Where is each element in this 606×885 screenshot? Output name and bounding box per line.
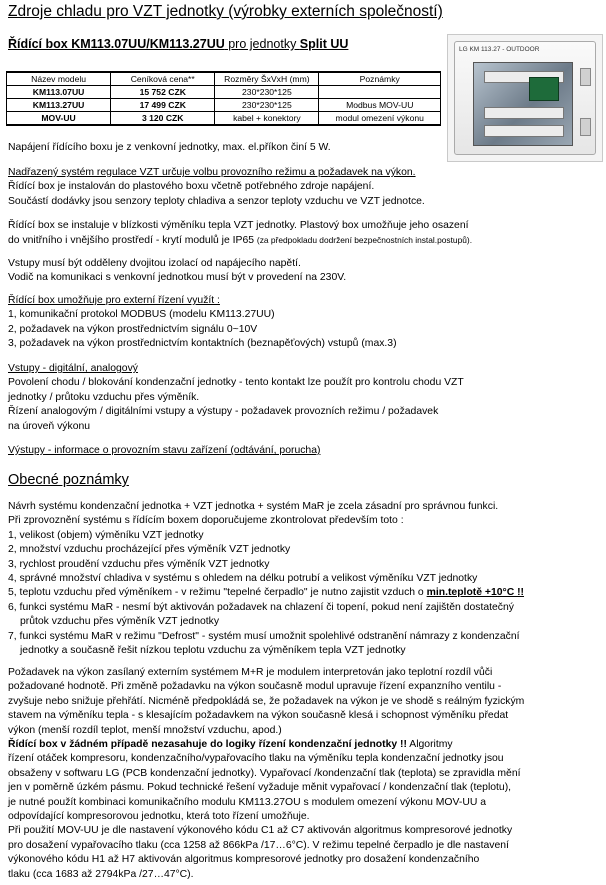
table-cell: 3 120 CZK (111, 112, 215, 126)
table-cell: modul omezení výkonu (319, 112, 441, 126)
table-cell: 17 499 CZK (111, 99, 215, 112)
min-temperature-warning: min.teplotě +10°C !! (426, 587, 525, 599)
text-line: Povolení chodu / blokování kondenzační jednotky - tento kontakt lze použít pro kontrolu chodu VZT (8, 377, 464, 389)
control-box-enclosure (454, 41, 596, 155)
performance-paragraph (8, 666, 524, 882)
text-line: řízení otáček kompresoru, kondenzačního/vypařovacího tlaku na výměníku tepla kondenzační jednotky jsou (8, 753, 504, 765)
control-box-photo (447, 34, 603, 162)
list-item: 3, rychlost proudění vzduchu přes výměník VZT jednotky (8, 558, 270, 570)
text-line: Vodič na komunikaci s venkovní jednotkou musí být v provedení na 230V. (8, 272, 347, 284)
table-cell: 15 752 CZK (111, 86, 215, 99)
text-span: Algoritmy (406, 739, 453, 751)
column-header: Rozměry ŠxVxH (mm) (215, 72, 319, 86)
column-header: Název modelu (7, 72, 111, 86)
text-line: stavem na výměníku tepla - s klesajícím požadavkem na výkon současně klesá i schopnost výměníku předat (8, 710, 509, 722)
general-notes-body (8, 500, 524, 658)
text-line: jednotky / průtoku vzduchu přes výměník. (8, 391, 200, 403)
text-line (8, 738, 524, 752)
din-rail (484, 107, 564, 119)
insulation-paragraph (8, 257, 346, 286)
list-item-continuation: jednotky a současně řešit nízkou teplotu vzduchu za výměníkem tepla VZT jednotky (20, 645, 406, 657)
text-line: Řízení analogovým / digitálními vstupy a výstupy - požadavek provozních režimu / požadavek (8, 406, 439, 418)
text-line: Řídící box se instaluje v blízkosti výměníku tepla VZT jednotky. Plastový box umožňuje jeho osazení (8, 220, 469, 231)
text-span-small: (za předpokladu dodržení bezpečnostních instal.postupů). (256, 235, 473, 246)
column-header: Poznámky (319, 72, 441, 86)
inputs-section (8, 362, 464, 434)
text-line: obsaženy v softwaru LG (PCB kondenzační jednotky). Vypařovací /kondenzační tlak (teplota) se zpravidla mění (8, 767, 521, 779)
installation-paragraph (8, 219, 472, 249)
list-item: 7, funkci systému MaR v režimu "Defrost" - systém musí umožnit spolehlivé odstranění námrazy z kondenzační (8, 630, 520, 642)
product-heading-unit: Split UU (299, 37, 349, 51)
product-heading-model: Řídící box KM113.07UU/KM113.27UU (8, 37, 225, 51)
power-paragraph: Napájení řídícího boxu je z venkovní jednotky, max. el.příkon činí 5 W. (8, 142, 331, 153)
text-line: Vstupy musí být odděleny dvojitou izolací od napájecího napětí. (8, 258, 301, 269)
text-line: Návrh systému kondenzační jednotka + VZT jednotka + systém MaR je zcela zásadní pro správnou funkci. (8, 501, 499, 512)
text-line: Při zprovoznění systému s řídícím boxem doporučujeme zkontrolovat především toto : (8, 515, 404, 527)
latch-icon (580, 68, 591, 86)
external-control-section (8, 294, 397, 352)
column-header: Ceníková cena** (111, 72, 215, 86)
table-row (7, 86, 441, 99)
table-row (7, 99, 441, 112)
list-item: 3, požadavek na výkon prostřednictvím kontaktních (beznapěťových) vstupů (max.3) (8, 338, 397, 350)
text-line: pro dosažení vypařovacího tlaku (cca 1258 až 866kPa /17…6°C). V režimu tepelné čerpadlo je dle nastavení (8, 839, 509, 851)
text-line: výkon (menší rozdíl teplot, menší množství vzduchu, apod.) (8, 724, 282, 736)
list-item: 1, velikost (objem) výměníku VZT jednotky (8, 529, 204, 541)
text-line: výkonového kódu H1 až H7 aktivován algoritmus kompresorové jednotky pro dosažení kondenzačního (8, 854, 480, 866)
text-line (8, 233, 472, 248)
list-item: 6, funkci systému MaR - nesmí být aktivován požadavek na chlazení či topení, pokud není zajištěn dostatečný (8, 601, 514, 613)
text-line: tlaku (cca 1683 až 2794kPa /27…47°C). (8, 868, 194, 880)
table-cell: 230*230*125 (215, 99, 319, 112)
control-box-label: LG KM 113.27 - OUTDOOR (459, 46, 540, 53)
latch-icon (580, 118, 591, 136)
section-heading: Vstupy - digitální, analogový (8, 363, 138, 374)
important-notice: Řídící box v žádném případě nezasahuje do logiky řízení kondenzační jednotky !! (8, 739, 407, 751)
table-cell: MOV-UU (7, 112, 111, 126)
outputs-line: Výstupy - informace o provozním stavu zařízení (odtávání, porucha) (8, 445, 321, 456)
list-item: 2, požadavek na výkon prostřednictvím signálu 0~10V (8, 323, 258, 335)
pcb-module (529, 77, 559, 101)
model-price-table (6, 71, 441, 126)
text-line: Požadavek na výkon zasílaný externím systémem M+R je modulem interpretován jako teplotní rozdíl vůči (8, 667, 493, 678)
list-item: 2, množství vzduchu procházející přes výměník VZT jednotky (8, 544, 291, 556)
list-item-continuation: průtok vzduchu přes výměník VZT jednotky (20, 616, 220, 628)
text-line: zvyšuje nebo snižuje přehřátí. Nicméně předpokládá se, že požadavek na výkon je ve shodě s reálným fyzickým (8, 695, 525, 707)
list-item: 4, správné množství chladiva v systému s ohledem na délku potrubí a velikost výměníku VZT jednotky (8, 573, 478, 585)
text-line: Při použití MOV-UU je dle nastavení výkonového kódu C1 až C7 aktivován algoritmus kompresorové jednotky (8, 825, 513, 837)
text-line: odpovídající kompresorovou jednotku, která toto řízení umožňuje. (8, 811, 310, 823)
table-cell: kabel + konektory (215, 112, 319, 126)
table-cell (319, 86, 441, 99)
text-line: Součástí dodávky jsou senzory teploty chladiva a senzor teploty vzduchu ve VZT jednotce. (8, 195, 425, 207)
text-line: Řídící box je instalován do plastového boxu včetně potřebného zdroje napájení. (8, 181, 375, 193)
list-item: 1, komunikační protokol MODBUS (modelu KM113.27UU) (8, 309, 275, 321)
general-notes-heading: Obecné poznámky (8, 472, 129, 488)
text-line: požadované hodnotě. Při změně požadavku na výkon současně modul upravuje řízení expanzního ventilu - (8, 681, 502, 693)
table-cell: KM113.27UU (7, 99, 111, 112)
table-cell: KM113.07UU (7, 86, 111, 99)
regulation-paragraph (8, 166, 425, 209)
text-span: do vnitřního i vnějšího prostředí - krytí modulů je IP65 (8, 235, 257, 247)
table-header-row (7, 72, 441, 86)
table-row (7, 112, 441, 126)
control-box-window (473, 62, 573, 146)
text-line: Nadřazený systém regulace VZT určuje volbu provozního režimu a požadavek na výkon. (8, 167, 416, 178)
table-cell: 230*230*125 (215, 86, 319, 99)
product-heading-mid: pro jednotky (224, 37, 300, 51)
text-span: 5, teplotu vzduchu před výměníkem - v režimu "tepelné čerpadlo" je nutno zajistit vzduch o (8, 587, 427, 599)
text-line: jen v poměrně úzkém pásmu. Pokud technické řešení vyžaduje měnit vypařovací / kondenzační tlak (teplotu), (8, 782, 512, 794)
page-title: Zdroje chladu pro VZT jednotky (výrobky externích společností) (8, 3, 443, 20)
list-item (8, 586, 524, 600)
din-rail (484, 125, 564, 137)
section-heading: Řídící box umožňuje pro externí řízení využít : (8, 295, 220, 306)
text-line: je nutné použít kombinaci komunikačního modulu KM113.27OU s modulem omezení výkonu MOV-UU a (8, 796, 487, 808)
product-heading (8, 37, 348, 51)
text-line: na úroveň výkonu (8, 420, 91, 432)
table-cell: Modbus MOV-UU (319, 99, 441, 112)
